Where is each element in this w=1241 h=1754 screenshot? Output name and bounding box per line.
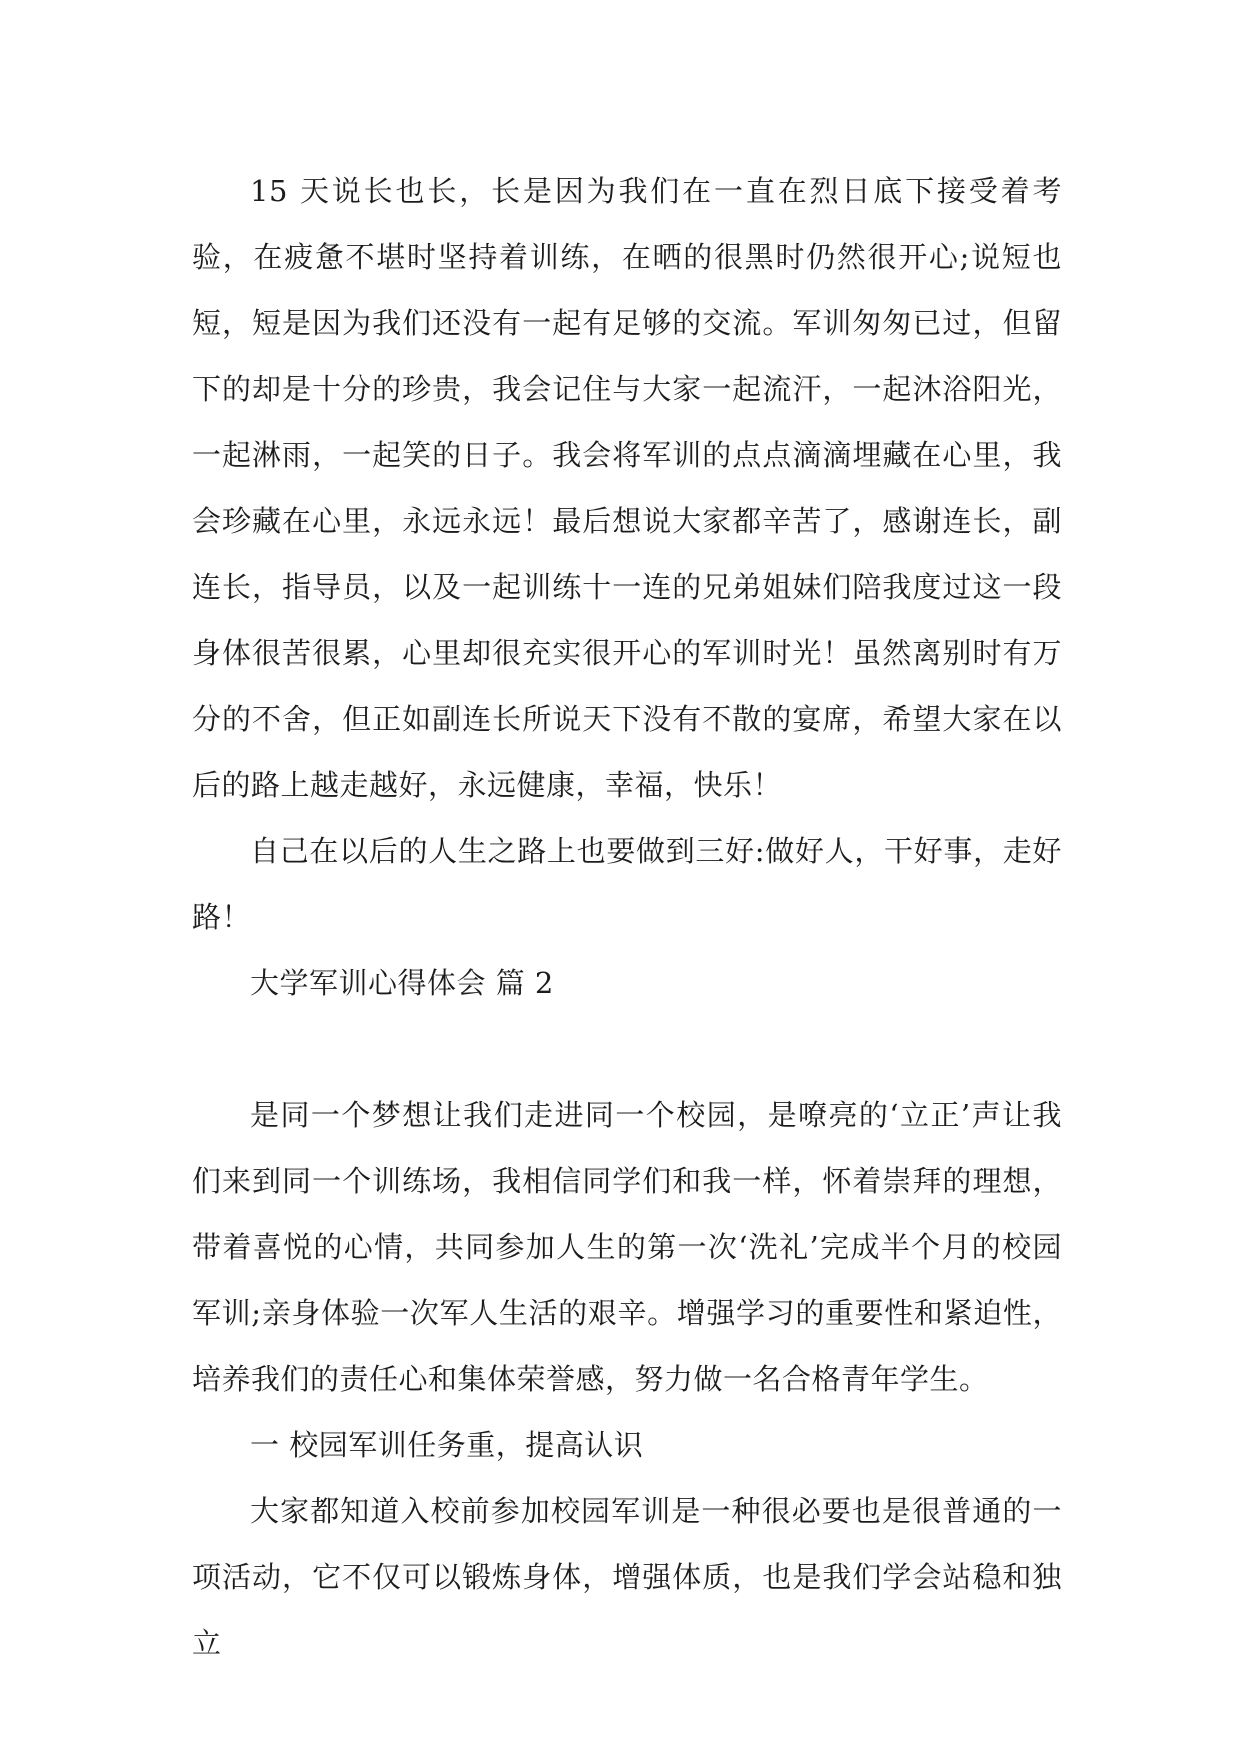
paragraph-three-goods: 自己在以后的人生之路上也要做到三好:做好人，干好事，走好路！ [192, 834, 1062, 934]
document-body [192, 158, 1062, 1676]
paragraph-military-training-reflection: 15 天说长也长，长是因为我们在一直在烈日底下接受着考验，在疲惫不堪时坚持着训练，在晒的很黑时仍然很开心;说短也短，短是因为我们还没有一起有足够的交流。军训匆匆已过，但留下的却是十分的珍贵，我会记住与大家一起流汗，一起沐浴阳光，一起淋雨，一起笑的日子。我会将军训的点点滴滴埋藏在心里，我会珍藏在心里，永远永远！最后想说大家都辛苦了，感谢连长，副连长，指导员，以及一起训练十一连的兄弟姐妹们陪我度过这一段身体很苦很累，心里却很充实很开心的军训时光！虽然离别时有万分的不舍，但正如副连长所说天下没有不散的宴席，希望大家在以后的路上越走越好，永远健康，幸福，快乐！ [192, 174, 1062, 802]
subheading-raise-awareness: 一 校园军训任务重，提高认识 [250, 1428, 644, 1462]
paragraph-same-dream: 是同一个梦想让我们走进同一个校园，是嘹亮的‘立正’声让我们来到同一个训练场，我相信同学们和我一样，怀着崇拜的理想，带着喜悦的心情，共同参加人生的第一次‘洗礼’完成半个月的校园军训;亲身体验一次军人生活的艰辛。增强学习的重要性和紧迫性，培养我们的责任心和集体荣誉感，努力做一名合格青年学生。 [192, 1098, 1062, 1396]
paragraph-campus-training: 大家都知道入校前参加校园军训是一种很必要也是很普通的一项活动，它不仅可以锻炼身体，增强体质，也是我们学会站稳和独立 [192, 1494, 1062, 1660]
section-title: 大学军训心得体会 篇 2 [250, 966, 554, 1000]
blank-line [192, 1016, 1062, 1082]
